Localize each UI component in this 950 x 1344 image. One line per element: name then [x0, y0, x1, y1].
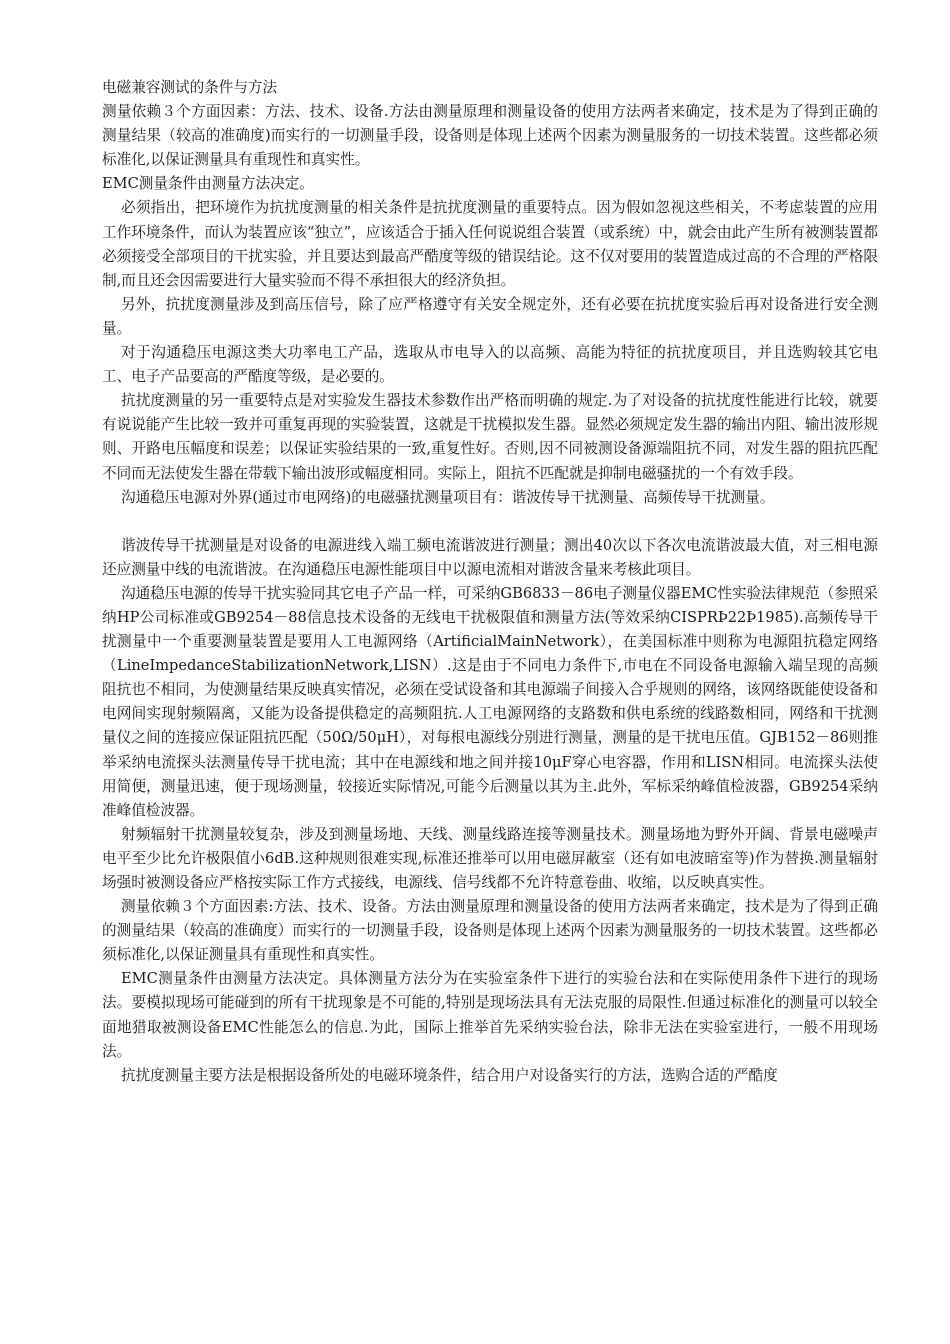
paragraph: 沟通稳压电源对外界(通过市电网络)的电磁骚扰测量项目有：谐波传导干扰测量、高频传导干扰测量。 [120, 488, 775, 506]
document-page [102, 76, 878, 1088]
paragraph: 另外，抗扰度测量涉及到高压信号，除了应严格遵守有关安全规定外，还有必要在抗扰度实验后再对设备进行安全测量。 [102, 295, 878, 337]
paragraph: 射频辐射干扰测量较复杂，涉及到测量场地、天线、测量线路连接等测量技术。测量场地为野外开阔、背景电磁噪声电平至少比允许极限值小6dB.这种规则很难实现,标准还推举可以用电磁屏蔽室（还有如电波暗室等)作为替换.测量辐射场强时被测设备应严格按实际工作方式接线，电源线、信号线都不允许特意卷曲、收缩，以反映真实性。 [102, 825, 878, 891]
paragraph: 对于沟通稳压电源这类大功率电工产品，选取从市电导入的以高频、高能为特征的抗扰度项目，并且选购较其它电工、电子产品要高的严酷度等级，是必要的。 [102, 344, 878, 386]
paragraph: 测量依赖３个方面因素：方法、技术、设备.方法由测量原理和测量设备的使用方法两者来确定，技术是为了得到正确的测量结果（较高的准确度)而实行的一切测量手段，设备则是体现上述两个因素为测量服务的一切技术装置。这些都必须标准化,以保证测量具有重现性和真实性。 [102, 103, 878, 169]
paragraph: 谐波传导干扰测量是对设备的电源进线入端工频电流谐波进行测量；测出40次以下各次电流谐波最大值，对三相电源还应测量中线的电流谐波。在沟通稳压电源性能项目中以源电流相对谐波含量来考核此项目。 [102, 536, 878, 578]
paragraph: 抗扰度测量的另一重要特点是对实验发生器技术参数作出严格而明确的规定.为了对设备的抗扰度性能进行比较，就要有说说能产生比较一致并可重复再现的实验装置，这就是干扰模拟发生器。显然必须规定发生器的输出内阻、输出波形规则、开路电压幅度和误差；以保证实验结果的一致,重复性好。否则,因不同被测设备源端阻抗不同，对发生器的阻抗匹配不同而无法使发生器在带载下输出波形或幅度相同。实际上，阻抗不匹配就是抑制电磁骚扰的一个有效手段。 [102, 392, 878, 482]
paragraph: 沟通稳压电源的传导干扰实验同其它电子产品一样，可采纳GB6833－86电子测量仪器EMC性实验法律规范（参照采纳HP公司标准或GB9254－88信息技术设备的无线电干扰极限值和测量方法(等效采纳CISPRÞ22Þ1985).高频传导干扰测量中一个重要测量装置是要用人工电源网络（ArtificialMainNetwork），在美国标准中则称为电源阻抗稳定网络（LineImpedanceStabilizationNetwork,LISN）.这是由于不同电力条件下,市电在不同设备电源输入端呈现的高频阻抗也不相同，为使测量结果反映真实情况，必须在受试设备和其电源端子间接入合乎规则的网络，该网络既能使设备和电网间实现射频隔离，又能为设备提供稳定的高频阻抗.人工电源网络的支路数和供电系统的线路数相同，网络和干扰测量仪之间的连接应保证阻抗匹配（50Ω/50μH），对每根电源线分别进行测量，测量的是干扰电压值。GJB152－86则推举采纳电流探头法测量传导干扰电流；其中在电源线和地之间并接10μF穿心电容器，作用和LISN相同。电流探头法使用简便，测量迅速，便于现场测量，较接近实际情况,可能今后测量以其为主.此外，军标采纳峰值检波器，GB9254采纳准峰值检波器。 [102, 584, 878, 819]
paragraph: 测量依赖３个方面因素:方法、技术、设备。方法由测量原理和测量设备的使用方法两者来确定，技术是为了得到正确的测量结果（较高的准确度）而实行的一切测量手段，设备则是体现上述两个因素为测量服务的一切技术装置。这些都必须标准化,以保证测量具有重现性和真实性。 [102, 898, 878, 964]
paragraph: 抗扰度测量主要方法是根据设备所处的电磁环境条件，结合用户对设备实行的方法，选购合适的严酷度 [120, 1066, 778, 1084]
document-title: 电磁兼容测试的条件与方法 [102, 79, 278, 96]
paragraph: EMC测量条件由测量方法决定。具体测量方法分为在实验室条件下进行的实验台法和在实际使用条件下进行的现场法。要模拟现场可能碰到的所有干扰现象是不可能的,特别是现场法具有无法克服的局限性.但通过标准化的测量可以较全面地猎取被测设备EMC性能怎么的信息.为此，国际上推举首先采纳实验台法，除非无法在实验室进行，一般不用现场法。 [102, 970, 878, 1060]
paragraph: 必须指出，把环境作为抗扰度测量的相关条件是抗扰度测量的重要特点。因为假如忽视这些相关，不考虑装置的应用工作环境条件，而认为装置应该“独立”，应该适合于插入任何说说组合装置（或系统）中，就会由此产生所有被测装置都必须接受全部项目的干扰实验，并且要达到最高严酷度等级的错误结论。这不仅对要用的装置造成过高的不合理的严格限制,而且还会因需要进行大量实验而不得不承担很大的经济负担。 [102, 199, 878, 289]
blank-line [102, 510, 878, 534]
paragraph: EMC测量条件由测量方法决定。 [102, 175, 314, 193]
